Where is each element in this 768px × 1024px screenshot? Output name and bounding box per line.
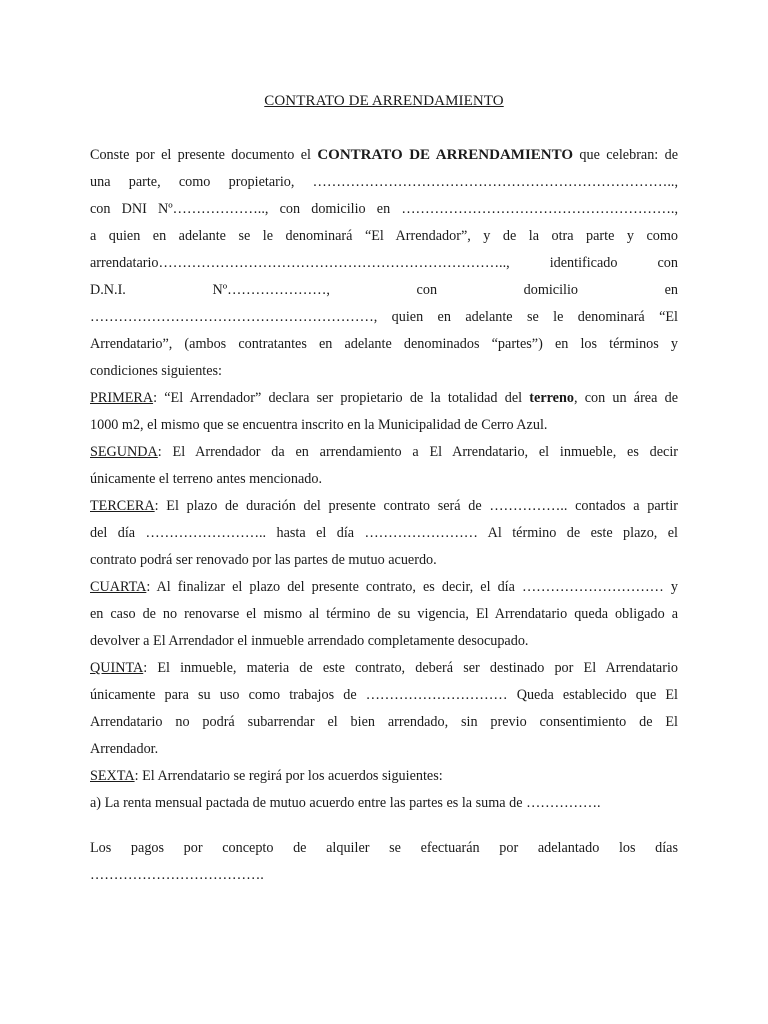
clause-tercera-line-1 bbox=[90, 493, 678, 520]
clause-text: : El Arrendatario se regirá por los acuerdos siguientes: bbox=[134, 768, 443, 784]
clause-quinta-line-1 bbox=[90, 655, 678, 682]
clause-quinta-line-2: únicamente para su uso como trabajos de ………………………… Queda establecido que El bbox=[90, 687, 678, 703]
clause-label-primera: PRIMERA bbox=[90, 390, 154, 406]
intro-line-6: D.N.I. Nº…………………, con domicilio en bbox=[90, 282, 678, 298]
clause-cuarta-line-3: devolver a El Arrendador el inmueble arrendado completamente desocupado. bbox=[90, 633, 529, 649]
clause-primera-line-2: 1000 m2, el mismo que se encuentra inscrito en la Municipalidad de Cerro Azul. bbox=[90, 417, 548, 433]
clause-sexta-line-1 bbox=[90, 763, 678, 790]
intro-line-8: Arrendatario”, (ambos contratantes en adelante denominados “partes”) en los términos y bbox=[90, 336, 678, 352]
clause-cuarta-line-2: en caso de no renovarse el mismo al término de su vigencia, El Arrendatario queda obligado a bbox=[90, 606, 678, 622]
document-body bbox=[90, 142, 678, 889]
clause-primera-line-1 bbox=[90, 385, 678, 412]
contract-name-bold: CONTRATO DE ARRENDAMIENTO bbox=[317, 147, 574, 163]
clause-text: : “El Arrendador” declara ser propietario de la totalidad del bbox=[153, 390, 523, 406]
intro-line-2: una parte, como propietario, ………………………………………………………………….., bbox=[90, 174, 678, 190]
clause-text: , con un área de bbox=[573, 390, 679, 406]
intro-text: Conste por el presente documento el bbox=[90, 147, 311, 163]
closing-line-2: ………………………………. bbox=[90, 867, 264, 883]
terreno-bold: terreno bbox=[529, 390, 574, 406]
clause-label-cuarta: CUARTA bbox=[90, 579, 147, 595]
clause-label-quinta: QUINTA bbox=[90, 660, 144, 676]
intro-line-7: ……………………………………………………, quien en adelante se le denominará “El bbox=[90, 309, 678, 325]
document-title: CONTRATO DE ARRENDAMIENTO bbox=[264, 93, 504, 109]
intro-line-4: a quien en adelante se le denominará “El Arrendador”, y de la otra parte y como bbox=[90, 228, 678, 244]
intro-line-3: con DNI Nº……………….., con domicilio en …………………………………………………., bbox=[90, 201, 678, 217]
clause-text: : El inmueble, materia de este contrato, deberá ser destinado por El Arrendatario bbox=[143, 660, 678, 676]
clause-label-sexta: SEXTA bbox=[90, 768, 135, 784]
clause-tercera-line-3: contrato podrá ser renovado por las partes de mutuo acuerdo. bbox=[90, 552, 437, 568]
clause-sexta-item-a: a) La renta mensual pactada de mutuo acuerdo entre las partes es la suma de ……………. bbox=[90, 795, 601, 811]
clause-tercera-line-2: del día …………………….. hasta el día …………………… Al término de este plazo, el bbox=[90, 525, 678, 541]
clause-quinta-line-4: Arrendador. bbox=[90, 741, 159, 757]
intro-text: que celebran: de bbox=[579, 147, 679, 163]
intro-line-5: arrendatario……………………………………………………………….., identificado con bbox=[90, 255, 678, 271]
intro-line-1 bbox=[90, 142, 678, 169]
clause-label-segunda: SEGUNDA bbox=[90, 444, 158, 460]
clause-label-tercera: TERCERA bbox=[90, 498, 155, 514]
clause-segunda-line-1 bbox=[90, 439, 678, 466]
clause-segunda-line-2: únicamente el terreno antes mencionado. bbox=[90, 471, 323, 487]
closing-line-1: Los pagos por concepto de alquiler se efectuarán por adelantado los días bbox=[90, 840, 678, 856]
paragraph-gap bbox=[90, 817, 678, 835]
clause-text: : El Arrendador da en arrendamiento a El Arrendatario, el inmueble, es decir bbox=[157, 444, 678, 460]
clause-text: : El plazo de duración del presente contrato será de …………….. contados a partir bbox=[154, 498, 678, 514]
clause-text: : Al finalizar el plazo del presente contrato, es decir, el día ………………………… y bbox=[146, 579, 678, 595]
clause-cuarta-line-1 bbox=[90, 574, 678, 601]
clause-quinta-line-3: Arrendatario no podrá subarrendar el bien arrendado, sin previo consentimiento de El bbox=[90, 714, 678, 730]
intro-line-9: condiciones siguientes: bbox=[90, 363, 222, 379]
